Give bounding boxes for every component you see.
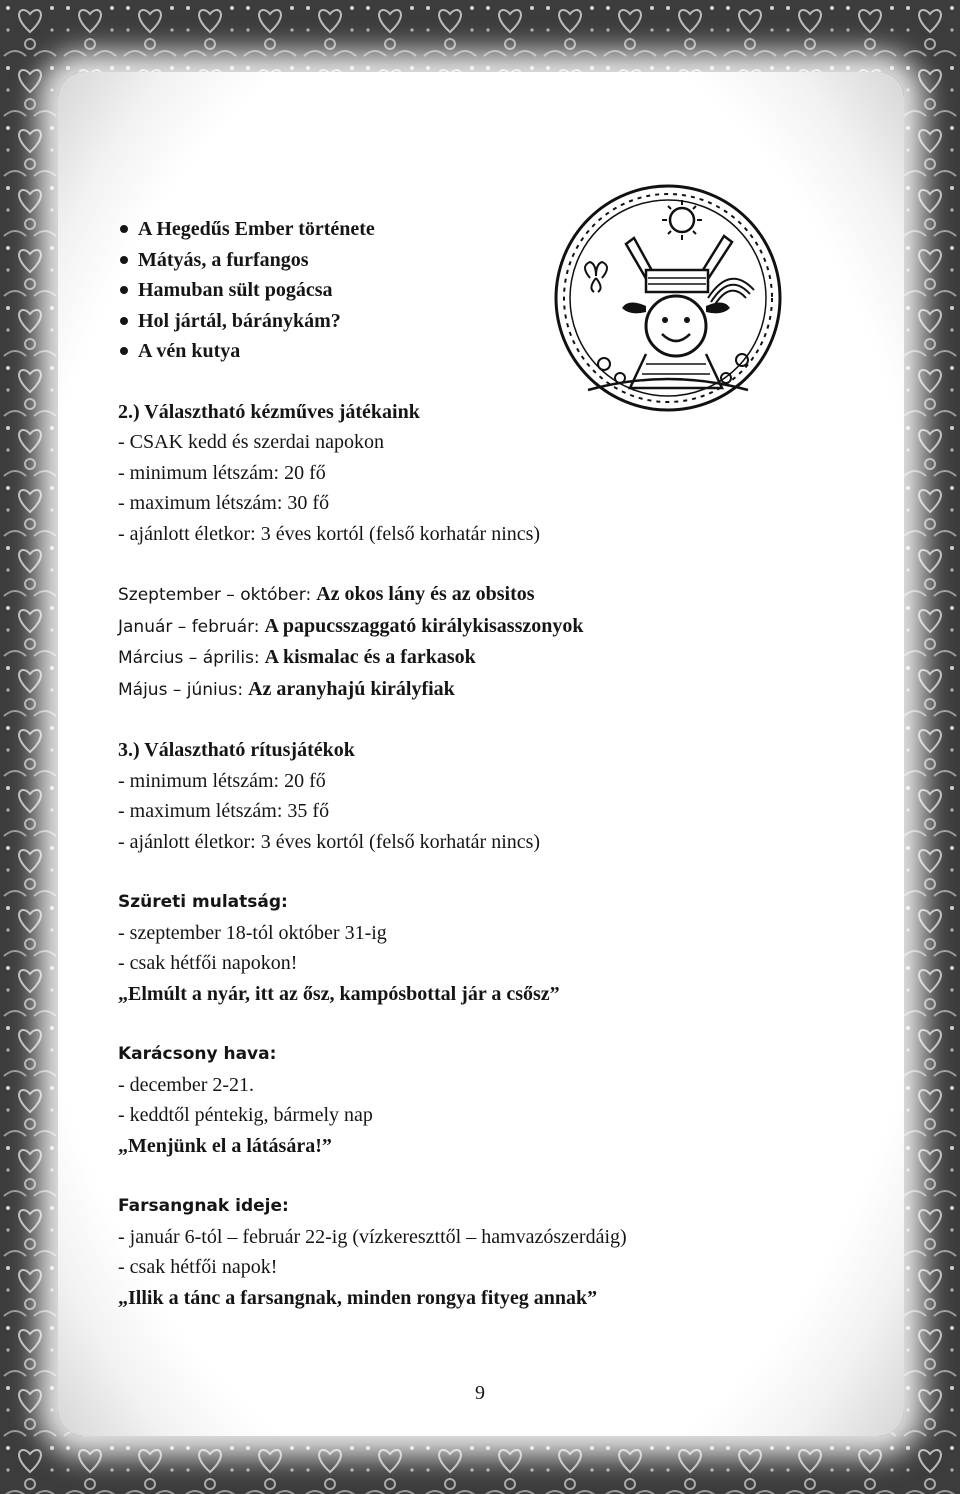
list-item: A vén kutya [118,336,818,367]
event-motto: „Elmúlt a nyár, itt az ősz, kampósbottal jár a csősz” [118,982,560,1005]
event-line: - csak hétfői napok! [118,1256,278,1278]
event-line: - keddtől péntekig, bármely nap [118,1104,373,1126]
event-motto: „Menjünk el a látására!” [118,1134,332,1157]
schedule-title: A kismalac és a farkasok [264,646,476,668]
schedule-row [118,611,818,643]
event-line: - január 6-tól – február 22-ig (vízkereszttől – hamvazószerdáig) [118,1225,627,1248]
schedule-row [118,579,818,611]
event-motto: „Illik a tánc a farsangnak, minden rongya fityeg annak” [118,1286,598,1309]
section3-heading: 3.) Választható rítusjátékok [118,739,355,761]
event-title: Szüreti mulatság: [118,892,288,912]
schedule-months: Május – június: [118,679,244,700]
bullet-icon [120,347,128,355]
schedule-title: Az aranyhajú királyfiak [248,677,455,700]
event-title: Farsangnak ideje: [118,1196,289,1216]
page-number: 9 [475,1382,485,1404]
tales-list [118,214,818,367]
section2-rule: - minimum létszám: 20 fő [118,461,326,484]
schedule-months: Január – február: [118,616,260,637]
list-item: Mátyás, a furfangos [118,245,818,276]
schedule-row [118,674,818,706]
section2-heading: 2.) Választható kézműves játékaink [118,400,420,423]
bullet-icon [120,256,128,264]
schedule-months: Szeptember – október: [118,585,312,605]
main-content [118,214,818,1313]
bullet-icon [120,286,128,294]
section3-rule: - minimum létszám: 20 fő [118,769,326,792]
list-item: A Hegedűs Ember története [118,214,818,245]
list-item: Hamuban sült pogácsa [118,275,818,306]
section3-rule: - ajánlott életkor: 3 éves kortól (felső korhatár nincs) [118,830,541,853]
section3-rule: - maximum létszám: 35 fő [118,800,330,822]
event-line: - csak hétfői napokon! [118,952,298,974]
list-item: Hol jártál, báránykám? [118,306,818,337]
bullet-icon [120,225,128,233]
section2-rule: - ajánlott életkor: 3 éves kortól (felső korhatár nincs) [118,522,541,545]
section2-rule: - maximum létszám: 30 fő [118,492,330,514]
event-line: - december 2-21. [118,1073,255,1096]
section2-rule: - CSAK kedd és szerdai napokon [118,431,385,453]
schedule-title: Az okos lány és az obsitos [316,583,535,605]
schedule-row [118,642,818,674]
schedule-months: Március – április: [118,648,260,668]
schedule-title: A papucsszaggató királykisasszonyok [264,614,584,637]
event-line: - szeptember 18-tól október 31-ig [118,921,387,944]
event-title: Karácsony hava: [118,1044,277,1064]
bullet-icon [120,317,128,325]
